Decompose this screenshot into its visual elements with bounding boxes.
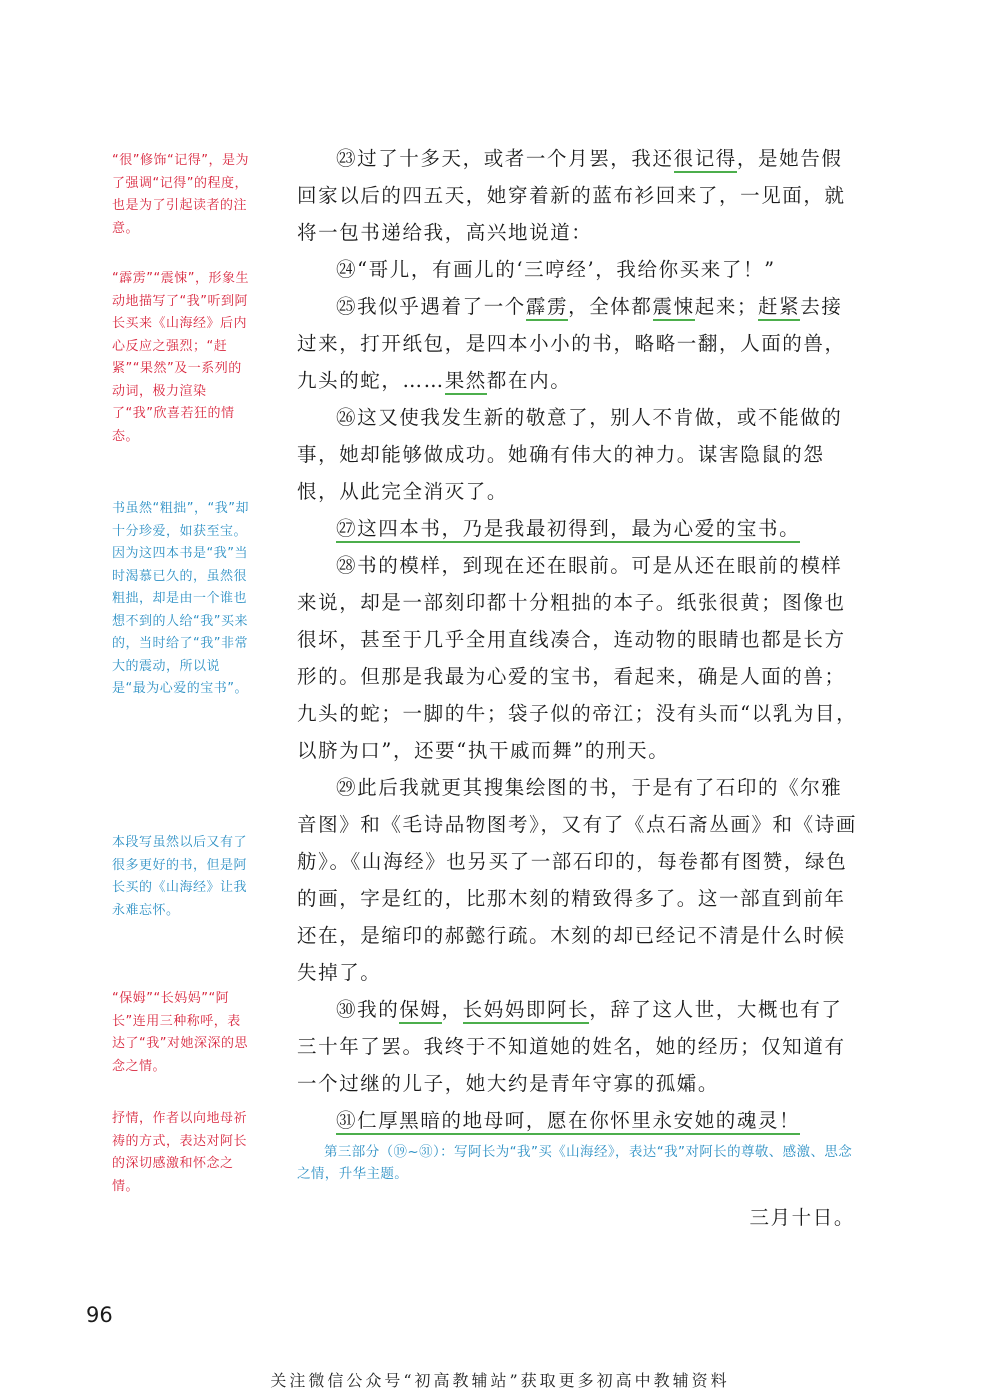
margin-note-2: “霹雳”“震悚”，形象生动地描写了“我”听到阿长买来《山海经》后内心反应之强烈；“赶紧”“果然”及一系列的动词，极力渲染了“我”欣喜若狂的情态。: [112, 271, 249, 444]
paragraph-29: ㉙此后我就更其搜集绘图的书，于是有了石印的《尔雅音图》和《毛诗品物图考》，又有了《点石斋丛画》和《诗画舫》。《山海经》也另买了一部石印的，每卷都有图赞，绿色的画，字是红的，比那木刻的精致得多了。这一部直到前年还在，是缩印的郝懿行疏。木刻的却已经记不清是什么时候失掉了。: [297, 776, 857, 984]
paragraph-30: ㉚我的保姆，长妈妈即阿长，辞了这人世，大概也有了三十年了罢。我终于不知道她的姓名，她的经历；仅知道有一个过继的儿子，她大约是青年守寡的孤孀。: [297, 998, 846, 1095]
margin-note-6: 抒情，作者以向地母祈祷的方式，表达对阿长的深切感激和怀念之情。: [112, 1111, 248, 1194]
paragraph-24: ㉔“哥儿，有画儿的‘三哼经’，我给你买来了！”: [336, 258, 776, 281]
section-summary: 第三部分（⑲~㉛）：写阿长为“我”买《山海经》，表达“我”对阿长的尊敬、感激、思念之情，升华主题。: [297, 1144, 853, 1182]
date: 三月十日。: [749, 1206, 855, 1229]
margin-note-1: “很”修饰“记得”，是为了强调“记得”的程度，也是为了引起读者的注意。: [112, 153, 249, 236]
paragraph-26: ㉖这又使我发生新的敬意了，别人不肯做，或不能做的事，她却能够做成功。她确有伟大的神力。谋害隐鼠的怨恨，从此完全消灭了。: [297, 406, 843, 503]
margin-note-4: 本段写虽然以后又有了很多更好的书，但是阿长买的《山海经》让我永难忘怀。: [112, 835, 248, 918]
paragraph-28: ㉘书的模样，到现在还在眼前。可是从还在眼前的模样来说，却是一部刻印都十分粗拙的本子。纸张很黄；图像也很坏，甚至于几乎全用直线凑合，连动物的眼睛也都是长方形的。但那是我最为心爱的宝书，看起来，确是人面的兽；九头的蛇；一脚的牛；袋子似的帝江；没有头而“以乳为目，以脐为口”，还要“执干戚而舞”的刑天。: [297, 554, 858, 762]
paragraph-27: ㉗这四本书，乃是我最初得到，最为心爱的宝书。: [297, 510, 863, 547]
footer-text: 关注微信公众号“初高教辅站”获取更多初高中教辅资料: [270, 1371, 730, 1390]
paragraph-25: ㉕我似乎遇着了一个霹雳，全体都震悚起来；赶紧去接过来，打开纸包，是四本小小的书，略略一翻，人面的兽，九头的蛇，……果然都在内。: [297, 288, 863, 399]
margin-note-5: “保姆”“长妈妈”“阿长”连用三种称呼，表达了“我”对她深深的思念之情。: [112, 991, 248, 1074]
paragraph-31: ㉛仁厚黑暗的地母呵，愿在你怀里永安她的魂灵！: [297, 1102, 863, 1139]
paragraph-23: ㉓过了十多天，或者一个月罢，我还很记得，是她告假回家以后的四五天，她穿着新的蓝布衫回来了，一见面，就将一包书递给我，高兴地说道：: [297, 147, 846, 244]
page-number: 96: [86, 1303, 113, 1327]
underline-hen-jide: 很记得: [674, 147, 737, 173]
main-text: [297, 140, 863, 1236]
margin-note-3: 书虽然“粗拙”，“我”却十分珍爱，如获至宝。因为这四本书是“我”当时渴慕已久的，虽然很粗拙，却是由一个谁也想不到的人给“我”买来的，当时给了“我”非常大的震动，所以说是“最为心爱的宝书”。: [112, 501, 249, 696]
